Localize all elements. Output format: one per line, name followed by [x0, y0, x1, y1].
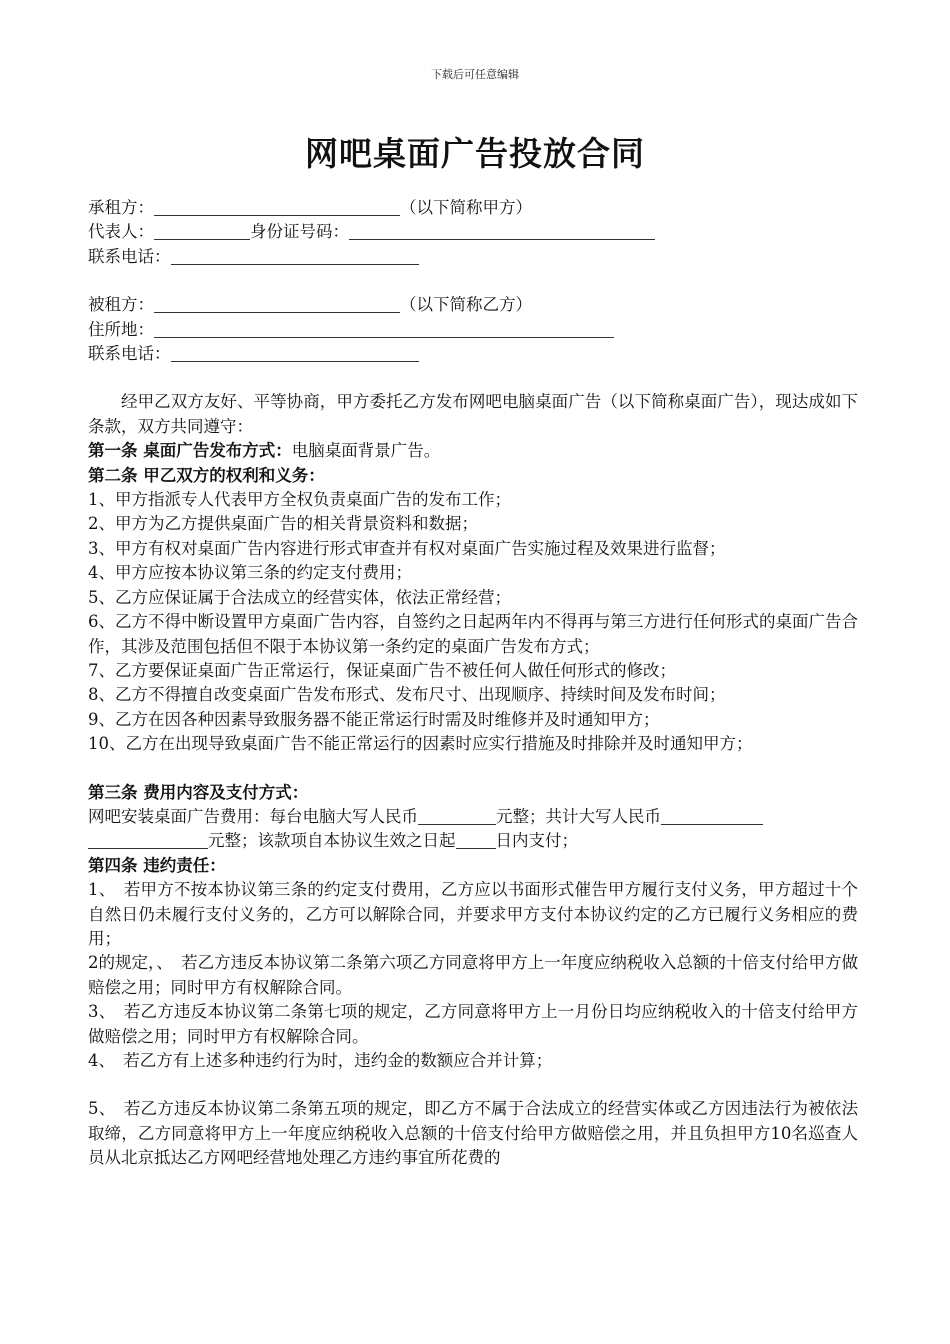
- fee-text-2: 元整；共计大写人民币: [496, 806, 661, 826]
- article-4-heading: 第四条 违约责任：: [88, 855, 226, 875]
- id-label: 身份证号码：: [250, 222, 349, 242]
- article-4-item-5: 5、 若乙方违反本协议第二条第五项的规定，即乙方不属于合法成立的经营实体或乙方因违法行为被依法取缔，乙方同意将甲方上一年度应纳税收入总额的十倍支付给甲方做赔偿之用，并且负担甲方10名巡查人员从北京抵达乙方网吧经营地处理乙方违约事宜所花费的: [88, 1099, 858, 1168]
- phone-blank-b[interactable]: [171, 343, 419, 362]
- article-4-item: 1、 若甲方不按本协议第三条的约定支付费用，乙方应以书面形式催告甲方履行支付义务，甲方超过十个自然日仍未履行支付义务的，乙方可以解除合同，并要求甲方支付本协议约定的乙方已履行义务相应的费用；: [88, 880, 858, 948]
- article-3-fee-line: [88, 805, 858, 829]
- payment-days-blank[interactable]: [456, 830, 496, 849]
- article-1: [88, 439, 858, 463]
- phone-blank-a[interactable]: [171, 246, 419, 265]
- article-1-text: 电脑桌面背景广告。: [291, 441, 441, 461]
- article-3-heading: 第三条 费用内容及支付方式：: [88, 782, 309, 802]
- article-2-item: 4、甲方应按本协议第三条的约定支付费用；: [88, 563, 412, 583]
- article-2-item: 8、乙方不得擅自改变桌面广告发布形式、发布尺寸、出现顺序、持续时间及发布时间；: [88, 685, 726, 705]
- page-title: 网吧桌面广告投放合同: [305, 134, 645, 173]
- fee-text-3: 元整；该款项自本协议生效之日起: [208, 831, 456, 851]
- lessee-line: [88, 293, 858, 317]
- lessee-label: 被租方：: [88, 295, 154, 315]
- party-a-phone-line: [88, 245, 858, 269]
- article-4-item: 2的规定，、 若乙方违反本协议第二条第六项乙方同意将甲方上一年度应纳税收入总额的十倍支付给甲方做赔偿之用；同时甲方有权解除合同。: [88, 953, 858, 997]
- fee-per-unit-blank[interactable]: [418, 806, 496, 825]
- rep-blank[interactable]: [154, 221, 250, 240]
- article-2-item: 3、甲方有权对桌面广告内容进行形式审查并有权对桌面广告实施过程及效果进行监督；: [88, 538, 726, 558]
- article-2-item: 5、乙方应保证属于合法成立的经营实体，依法正常经营；: [88, 587, 511, 607]
- contract-body: [88, 196, 858, 1171]
- article-2-item: 6、乙方不得中断设置甲方桌面广告内容，自签约之日起两年内不得再与第三方进行任何形式的桌面广告合作，其涉及范围包括但不限于本协议第一条约定的桌面广告发布方式；: [88, 612, 858, 656]
- fee-total-blank-1[interactable]: [661, 806, 763, 825]
- article-2-item: 2、甲方为乙方提供桌面广告的相关背景资料和数据；: [88, 514, 478, 534]
- article-2-item: 9、乙方在因各种因素导致服务器不能正常运行时需及时维修并及时通知甲方；: [88, 709, 660, 729]
- article-4-item: 4、 若乙方有上述多种违约行为时，违约金的数额应合并计算；: [88, 1051, 553, 1070]
- article-4-item: 3、 若乙方违反本协议第二条第七项的规定，乙方同意将甲方上一月份日均应纳税收入的十倍支付给甲方做赔偿之用；同时甲方有权解除合同。: [88, 1002, 858, 1046]
- lessor-line: [88, 196, 858, 220]
- phone-label-a: 联系电话：: [88, 246, 171, 266]
- lessor-label: 承租方：: [88, 198, 154, 217]
- article-2-item: 10、乙方在出现导致桌面广告不能正常运行的因素时应实行措施及时排除并及时通知甲方；: [88, 734, 753, 754]
- lessor-blank[interactable]: [154, 197, 400, 216]
- header-note: 下载后可任意编辑: [431, 68, 519, 81]
- phone-label-b: 联系电话：: [88, 344, 171, 364]
- id-blank[interactable]: [349, 221, 655, 240]
- lessor-suffix: （以下简称甲方）: [400, 198, 532, 217]
- address-blank[interactable]: [154, 319, 614, 338]
- party-b-phone-line: [88, 342, 858, 366]
- fee-total-blank-2[interactable]: [88, 830, 208, 849]
- article-3-fee-line-2: [88, 829, 858, 853]
- fee-text-4: 日内支付；: [495, 831, 578, 851]
- address-line: [88, 318, 858, 342]
- article-1-heading: 第一条 桌面广告发布方式：: [88, 441, 292, 461]
- article-2-item: 7、乙方要保证桌面广告正常运行，保证桌面广告不被任何人做任何形式的修改；: [88, 660, 676, 680]
- address-label: 住所地：: [88, 319, 154, 339]
- representative-line: [88, 220, 858, 244]
- fee-text-1: 网吧安装桌面广告费用：每台电脑大写人民币: [88, 806, 418, 826]
- intro-paragraph: 经甲乙双方友好、平等协商，甲方委托乙方发布网吧电脑桌面广告（以下简称桌面广告），现达成如下条款，双方共同遵守：: [88, 392, 858, 436]
- lessee-blank[interactable]: [154, 294, 400, 313]
- article-2-heading: 第二条 甲乙双方的权利和义务：: [88, 465, 325, 485]
- lessee-suffix: （以下简称乙方）: [400, 295, 532, 315]
- rep-label: 代表人：: [88, 222, 154, 242]
- article-2-item: 1、甲方指派专人代表甲方全权负责桌面广告的发布工作；: [88, 490, 511, 510]
